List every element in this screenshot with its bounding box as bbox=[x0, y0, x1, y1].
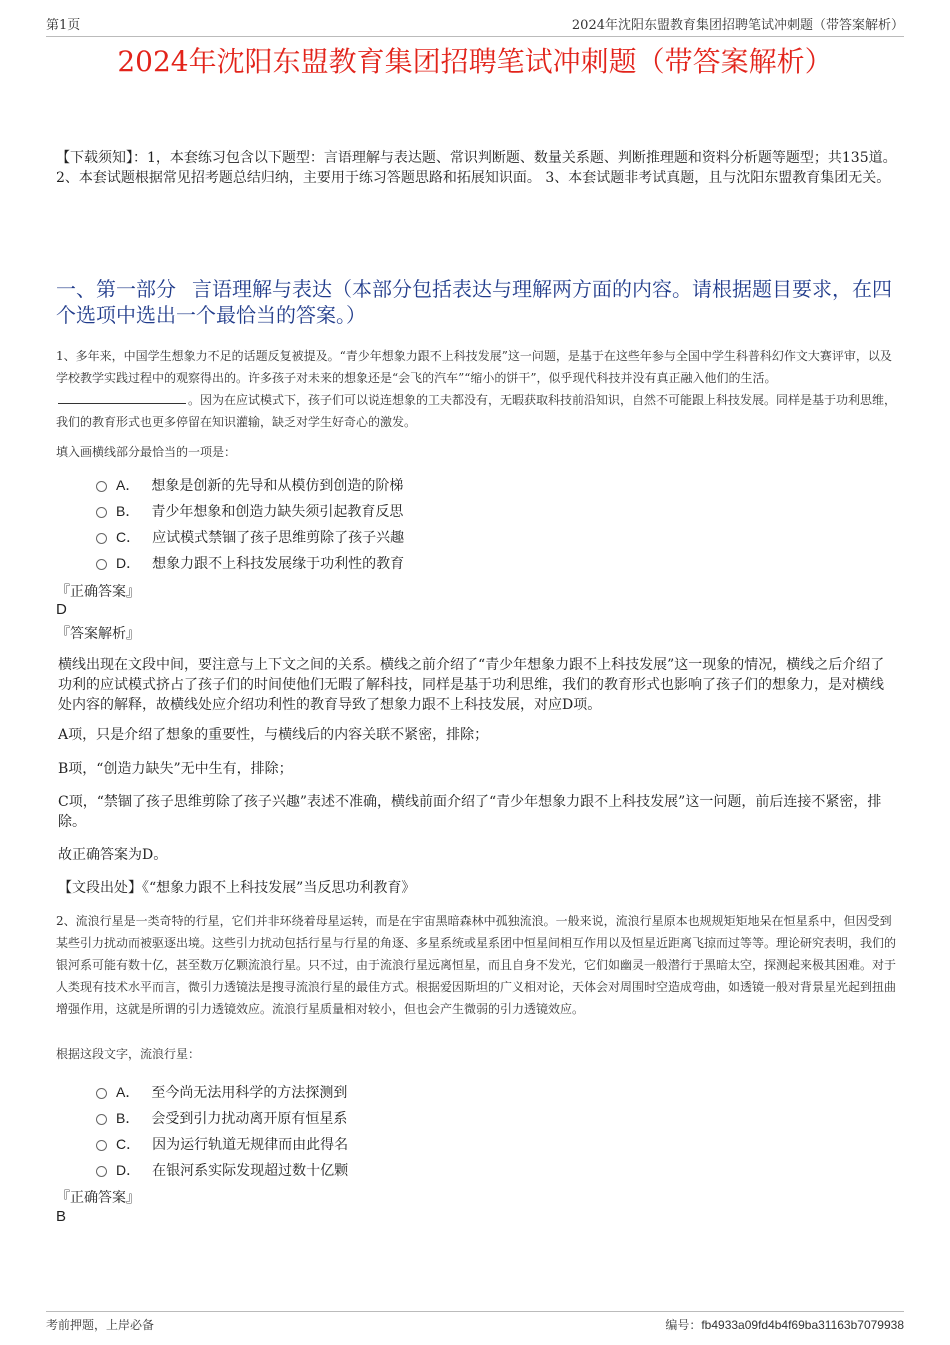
question-1-prompt: 填入画横线部分最恰当的一项是： bbox=[56, 445, 237, 459]
page-header bbox=[46, 14, 904, 37]
radio-icon[interactable] bbox=[96, 481, 107, 492]
fill-in-blank bbox=[58, 389, 186, 404]
radio-icon[interactable] bbox=[96, 533, 107, 544]
radio-icon[interactable] bbox=[96, 1140, 107, 1151]
section-name: 言语理解与表达 bbox=[192, 277, 332, 301]
question-2-stem: 2、流浪行星是一类奇特的行星，它们并非环绕着母星运转，而是在宇宙黑暗森林中孤独流浪。一般来说，流浪行星原本也规规矩矩地呆在恒星系中，但因受到某些引力扰动而被驱逐出境。这些引力扰动包括行星与行星的角逐、多星系统或星系团中恒星间相互作用以及恒星近距离飞掠而过等等。理论研究表明，我们的银河系可能有数十亿，甚至数万亿颗流浪行星。只不过，由于流浪行星远离恒星，而且自身不发光，它们如幽灵一般潜行于黑暗太空，探测起来极其困难。对于人类现有技术水平而言，微引力透镜法是搜寻流浪行星的最佳方式。根据爱因斯坦的广义相对论，天体会对周围时空造成弯曲，如透镜一般对背景星光起到扭曲增强作用，这就是所谓的引力透镜效应。流浪行星质量相对较小，但也会产生微弱的引力透镜效应。 bbox=[56, 914, 897, 1016]
page-footer bbox=[46, 1311, 904, 1333]
section-heading bbox=[56, 276, 898, 328]
analysis-paragraph: 横线出现在文段中间，要注意与上下文之间的关系。横线之前介绍了“青少年想象力跟不上科技发展”这一现象的情况，横线之后介绍了功利的应试模式挤占了孩子们的时间使他们无暇了解科技，同样是基于功利思维，我们的教育形式也影响了孩子们的想象力，是对横线处内容的解释，故横线处应介绍功利性的教育导致了想象力跟不上科技发展，对应D项。 bbox=[58, 657, 885, 713]
option-d[interactable]: D． 想象力跟不上科技发展缘于功利性的教育 bbox=[96, 550, 404, 576]
download-notice: 【下载须知】：1，本套练习包含以下题型：言语理解与表达题、常识判断题、数量关系题、判断推理题和资料分析题等题型；共135道。 2、本套试题根据常见招考题总结归纳，主要用于练习答题思路和拓展知识面。 3、本套试题非考试真题，且与沈阳东盟教育集团无关。 bbox=[56, 150, 897, 186]
option-b[interactable]: B． 会受到引力扰动离开原有恒星系 bbox=[96, 1105, 348, 1131]
document-code: 编号：fb4933a09fd4b4f69ba31163b7079938 bbox=[665, 1318, 904, 1332]
analysis-label: 『答案解析』 bbox=[56, 626, 140, 642]
correct-answer-label: 『正确答案』 bbox=[56, 1190, 140, 1206]
radio-icon[interactable] bbox=[96, 507, 107, 518]
question-2-options bbox=[96, 1079, 348, 1183]
correct-answer-label: 『正确答案』 bbox=[56, 584, 140, 600]
document-title: 2024年沈阳东盟教育集团招聘笔试冲刺题（带答案解析） bbox=[117, 45, 833, 78]
option-a[interactable]: A． 至今尚无法用科学的方法探测到 bbox=[96, 1079, 348, 1105]
radio-icon[interactable] bbox=[96, 1088, 107, 1099]
section-number: 一、第一部分 bbox=[56, 277, 176, 301]
section-description: （本部分包括表达与理解两方面的内容。请根据题目要求，在四个选项中选出一个最恰当的答案。） bbox=[56, 277, 892, 327]
option-c[interactable]: C． 因为运行轨道无规律而由此得名 bbox=[96, 1131, 348, 1157]
correct-answer: B bbox=[56, 1208, 67, 1225]
option-d[interactable]: D． 在银河系实际发现超过数十亿颗 bbox=[96, 1157, 348, 1183]
question-2-prompt: 根据这段文字，流浪行星： bbox=[56, 1047, 201, 1061]
analysis-paragraph: C项，“禁锢了孩子思维剪除了孩子兴趣”表述不准确，横线前面介绍了“青少年想象力跟不上科技发展”这一问题，前后连接不紧密，排除。 bbox=[58, 794, 882, 830]
analysis-conclusion: 故正确答案为D。 bbox=[58, 847, 168, 863]
header-doc-title: 2024年沈阳东盟教育集团招聘笔试冲刺题（带答案解析） bbox=[571, 18, 904, 33]
analysis-paragraph: A项，只是介绍了想象的重要性，与横线后的内容关联不紧密，排除； bbox=[58, 727, 489, 743]
question-1-stem: 1、多年来，中国学生想象力不足的话题反复被提及。“青少年想象力跟不上科技发展”这一问题，是基于在这些年参与全国中学生科普科幻作文大赛评审，以及学校教学实践过程中的观察得出的。许多孩子对未来的想象还是“会飞的汽车”“缩小的饼干”，似乎现代科技并没有真正融入他们的生活。。因为在应试模式下，孩子们可以说连想象的工夫都没有，无暇获取科技前沿知识，自然不可能跟上科技发展。同样是基于功利思维，我们的教育形式也更多停留在知识灌输，缺乏对学生好奇心的激发。 bbox=[56, 349, 897, 429]
text-source: 【文段出处】《“想象力跟不上科技发展”当反思功利教育》 bbox=[58, 880, 416, 896]
footer-slogan: 考前押题，上岸必备 bbox=[46, 1318, 155, 1332]
question-1-options bbox=[96, 472, 404, 576]
correct-answer: D bbox=[56, 601, 67, 618]
option-a[interactable]: A． 想象是创新的先导和从模仿到创造的阶梯 bbox=[96, 472, 404, 498]
radio-icon[interactable] bbox=[96, 1166, 107, 1177]
radio-icon[interactable] bbox=[96, 1114, 107, 1125]
page-number: 第1页 bbox=[46, 18, 81, 33]
option-b[interactable]: B． 青少年想象和创造力缺失须引起教育反思 bbox=[96, 498, 404, 524]
radio-icon[interactable] bbox=[96, 559, 107, 570]
analysis-paragraph: B项，“创造力缺失”无中生有，排除； bbox=[58, 761, 293, 777]
option-c[interactable]: C． 应试模式禁锢了孩子思维剪除了孩子兴趣 bbox=[96, 524, 404, 550]
